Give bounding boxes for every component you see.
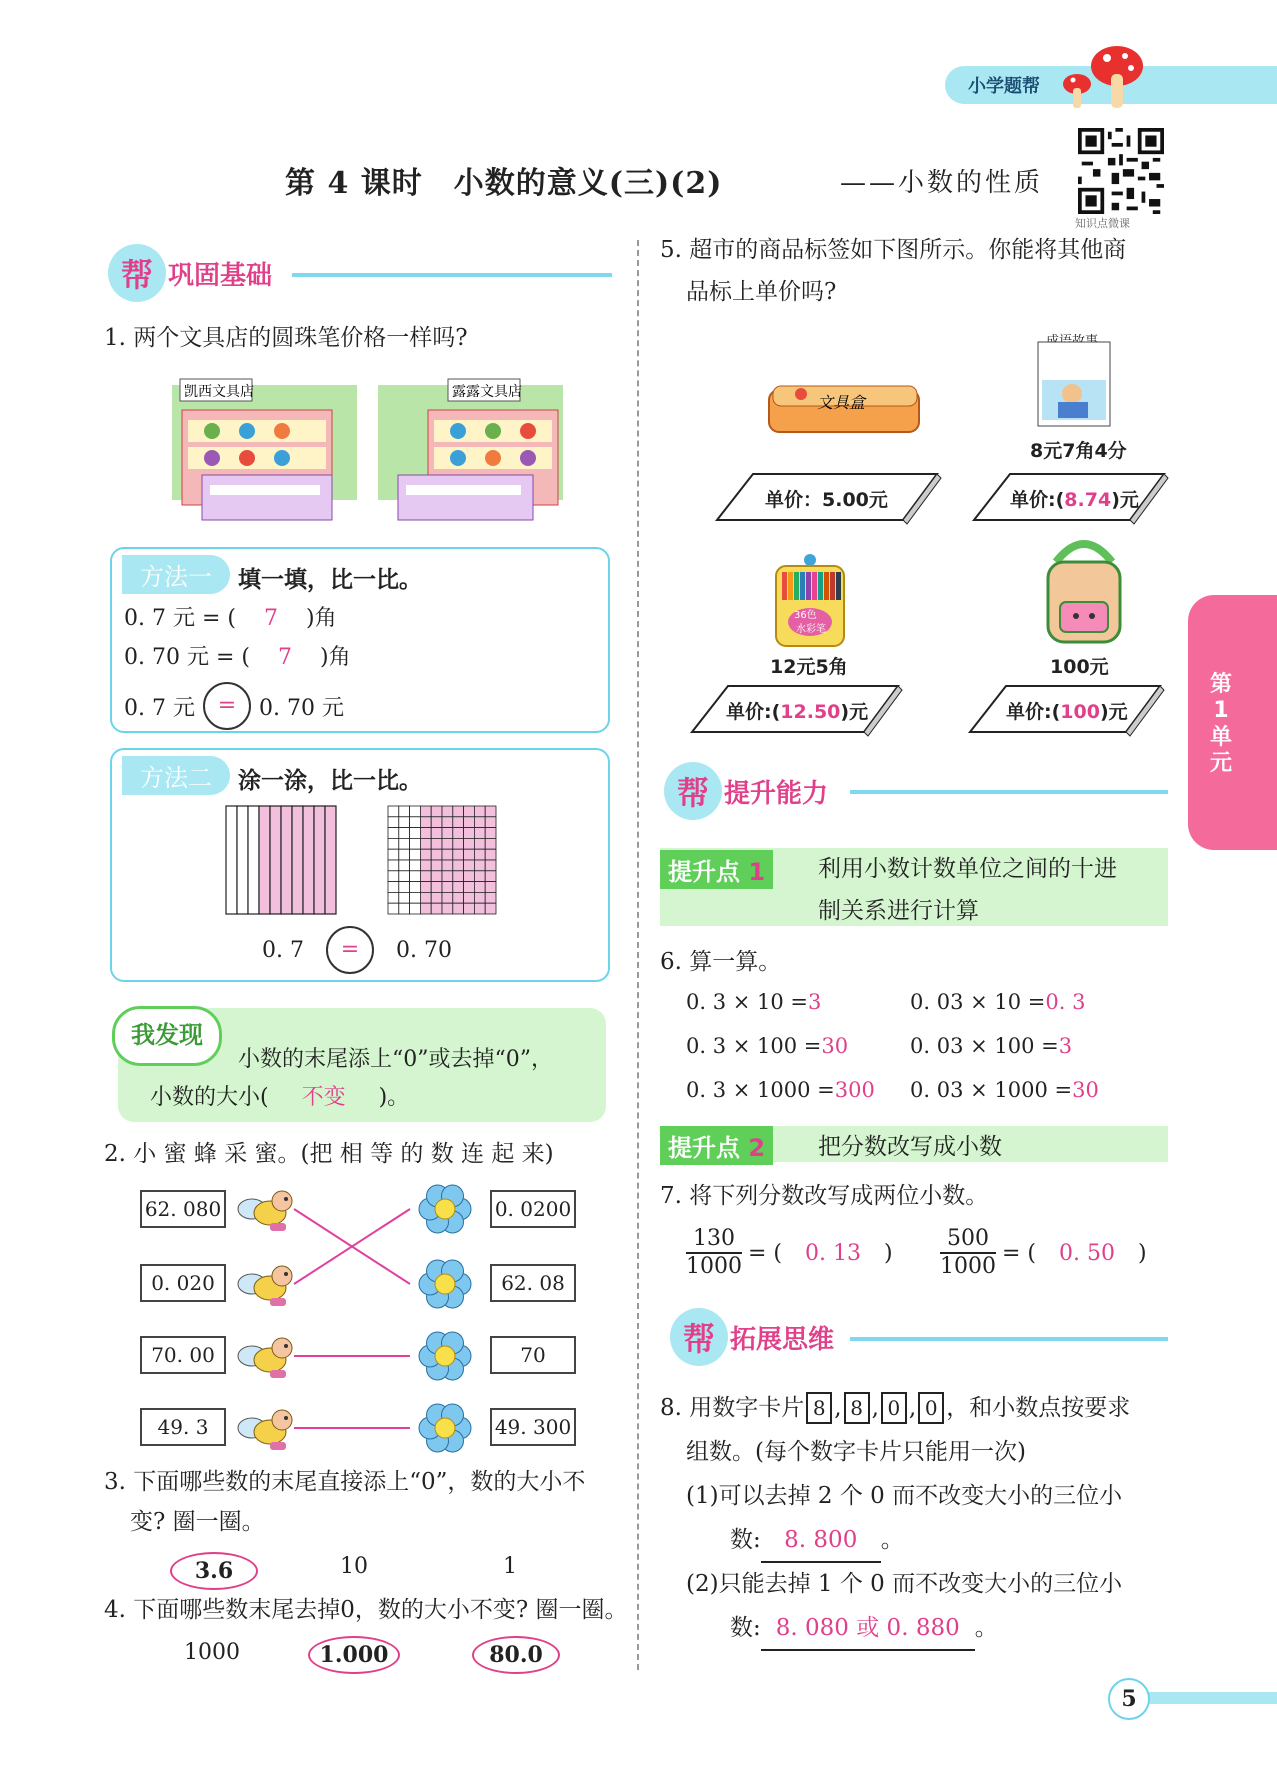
hundredths-cell	[410, 882, 421, 893]
hundredths-cell	[431, 849, 442, 860]
tenths-cell	[281, 806, 292, 914]
tenths-cell	[248, 806, 259, 914]
book-illustration	[1036, 340, 1116, 430]
hundredths-cell	[420, 849, 431, 860]
crayon-stripe	[788, 572, 793, 600]
section-label: 巩固基础	[168, 260, 273, 291]
hundredths-cell	[485, 849, 496, 860]
hundredths-cell	[474, 817, 485, 828]
hundredths-cell	[410, 838, 421, 849]
q3-item-circled[interactable]: 3.6	[170, 1552, 258, 1590]
hundredths-cell	[420, 860, 431, 871]
section-extend	[670, 1308, 834, 1366]
method2-tag: 方法二	[122, 756, 230, 795]
method1-tag: 方法一	[122, 555, 230, 594]
method1-compare: 0. 7 元 = 0. 70 元	[124, 682, 344, 730]
section-rule	[850, 1337, 1168, 1341]
q8-p2-answer-line: 数: 8. 080 或 0. 880 。	[730, 1608, 998, 1651]
hundredths-cell	[388, 806, 399, 817]
flower-icon	[419, 1185, 471, 1233]
hundredths-cell	[485, 828, 496, 839]
hundredths-cell	[453, 838, 464, 849]
hundredths-cell	[442, 871, 453, 882]
hundredths-cell	[399, 849, 410, 860]
crayon-stripe	[824, 572, 829, 600]
compare-sign[interactable]: =	[326, 926, 374, 974]
hundredths-cell	[420, 838, 431, 849]
crayon-box-illustration	[770, 552, 850, 652]
qr-code-icon[interactable]	[1075, 128, 1167, 214]
hundredths-cell	[410, 849, 421, 860]
q8-answer[interactable]: 8. 800	[761, 1520, 881, 1563]
q7-item2: $\frac{500}{1000}$ = ( 0. 50 )	[940, 1226, 1147, 1280]
pencil-box-illustration	[765, 380, 925, 442]
discover-line1: 小数的末尾添上“0”或去掉“0”，	[238, 1047, 553, 1072]
hundredths-cell	[453, 860, 464, 871]
unit-side-tab-label: 第 1 单 元	[1209, 672, 1232, 777]
hundredths-cell	[464, 882, 475, 893]
q6-item: 0. 3 × 10 =3	[686, 990, 822, 1014]
tenths-cell	[259, 806, 270, 914]
hundredths-cell	[464, 871, 475, 882]
hundredths-cell	[431, 817, 442, 828]
hundredths-cell	[485, 806, 496, 817]
q6-text: 6. 算一算。	[660, 949, 782, 975]
hundredths-cell	[399, 892, 410, 903]
crayon-text2: 水彩笔	[796, 624, 826, 635]
hundredths-cell	[388, 817, 399, 828]
hundredths-cell	[485, 892, 496, 903]
hundredths-cell	[464, 828, 475, 839]
hundredths-cell	[431, 838, 442, 849]
section-rule	[850, 790, 1168, 794]
discover-tag: 我发现	[112, 1006, 222, 1066]
hundredths-cell	[410, 806, 421, 817]
q6-answer[interactable]: 3	[808, 990, 822, 1014]
bee-number[interactable]: 70. 00	[140, 1336, 226, 1374]
point2-text: 把分数改写成小数	[818, 1134, 1002, 1160]
hundredths-cell	[388, 903, 399, 914]
flower-icon	[419, 1404, 471, 1452]
q7-text: 7. 将下列分数改写成两位小数。	[660, 1183, 989, 1209]
hundredths-cell	[442, 817, 453, 828]
flower-number[interactable]: 70	[490, 1336, 576, 1374]
bee-icons	[232, 1178, 302, 1470]
store-right-illustration	[378, 375, 566, 525]
q3-text1: 3. 下面哪些数的末尾直接添上“0”，数的大小不	[104, 1469, 586, 1495]
store-left-sign: 凯西文具店	[184, 384, 254, 400]
crayon-price: 12元5角	[770, 656, 848, 678]
bang-badge: 帮	[664, 762, 722, 820]
method1-line2: 0. 70 元 = ( 7 )角	[124, 645, 351, 670]
q7-answer[interactable]: 0. 50	[1059, 1240, 1115, 1266]
q8-p2-text: (2)只能去掉 1 个 0 而不改变大小的三位小	[686, 1571, 1123, 1597]
mushroom-icon	[1055, 44, 1150, 114]
hundredths-cell	[399, 871, 410, 882]
bee-icon	[238, 1338, 292, 1378]
bee-icon	[238, 1410, 292, 1450]
bee-icon	[238, 1191, 292, 1231]
lesson-subtitle: ——小数的性质	[840, 168, 1044, 198]
section-basic	[108, 244, 272, 302]
method1-answer2[interactable]: 7	[277, 645, 292, 670]
q4-text: 4. 下面哪些数末尾去掉0，数的大小不变? 圈一圈。	[104, 1597, 628, 1623]
q1-text: 1. 两个文具店的圆珠笔价格一样吗?	[104, 325, 468, 351]
price-answer[interactable]: 100	[1060, 701, 1100, 723]
q6-answer[interactable]: 3	[1058, 1034, 1073, 1058]
hundredths-cell	[420, 892, 431, 903]
q6-item: 0. 3 × 100 =30	[686, 1034, 849, 1058]
q4-item[interactable]: 1000	[184, 1640, 240, 1665]
hundredths-cell	[442, 860, 453, 871]
hundredths-cell	[442, 903, 453, 914]
discover-line2: 小数的大小( 不变 )。	[150, 1080, 409, 1111]
crayon-stripe	[782, 572, 787, 600]
hundredths-cell	[399, 860, 410, 871]
section-improve	[664, 762, 828, 820]
q8-p1-answer-line: 数: 8. 800 。	[730, 1520, 904, 1563]
method1-answer1[interactable]: 7	[263, 606, 278, 631]
method2-instruction: 涂一涂，比一比。	[238, 768, 422, 794]
hundredths-cell	[453, 806, 464, 817]
page-number: 5	[1108, 1678, 1150, 1720]
discover-answer[interactable]: 不变	[301, 1085, 346, 1110]
q3-item[interactable]: 1	[503, 1554, 517, 1579]
tenths-cell	[314, 806, 325, 914]
hundredths-cell	[485, 860, 496, 871]
tenths-cell	[226, 806, 237, 914]
q8-line1: 8. 用数字卡片 8 , 8 , 0 , 0 ，和小数点按要求	[660, 1388, 1130, 1429]
hundredths-cell	[453, 817, 464, 828]
hundredths-cell	[442, 892, 453, 903]
digit-card: 0	[918, 1392, 944, 1424]
hundredths-cell	[485, 838, 496, 849]
price-answer[interactable]: 12.50	[780, 701, 841, 723]
q6-item: 0. 03 × 10 =0. 3	[910, 990, 1086, 1014]
q6-answer[interactable]: 0. 3	[1045, 990, 1086, 1014]
q6-item: 0. 3 × 1000 =300	[686, 1078, 875, 1102]
hundredths-cell	[431, 903, 442, 914]
hundredths-cell	[442, 828, 453, 839]
q3-text2: 变? 圈一圈。	[130, 1509, 265, 1535]
hundredths-cell	[388, 828, 399, 839]
hundredths-cell	[410, 860, 421, 871]
tenths-cell	[237, 806, 248, 914]
hundredths-cell	[410, 817, 421, 828]
q6-item: 0. 03 × 1000 =30	[910, 1078, 1099, 1102]
hundredths-cell	[399, 806, 410, 817]
crayon-stripe	[836, 572, 841, 600]
q7-item1: $\frac{130}{1000}$ = ( 0. 13 )	[686, 1226, 893, 1280]
hundredths-cell	[442, 882, 453, 893]
hundredths-cell	[464, 838, 475, 849]
hundredths-cell	[453, 828, 464, 839]
hundredths-cell	[464, 849, 475, 860]
q4-item-circled[interactable]: 1.000	[308, 1636, 400, 1674]
backpack-price: 100元	[1050, 656, 1109, 678]
hundredths-cell	[453, 882, 464, 893]
hundredths-cell	[453, 892, 464, 903]
q6-answer[interactable]: 300	[834, 1078, 875, 1102]
hundredths-cell	[420, 882, 431, 893]
crayon-stripe	[812, 572, 817, 600]
tenths-cell	[292, 806, 303, 914]
hundredths-cell	[431, 882, 442, 893]
hundredths-cell	[442, 849, 453, 860]
hundredths-cell	[474, 871, 485, 882]
hundredths-cell	[474, 806, 485, 817]
column-divider	[637, 240, 639, 1670]
q6-item: 0. 03 × 100 =3	[910, 1034, 1073, 1058]
hundredths-cell	[388, 849, 399, 860]
pencil-box-text: 文具盒	[817, 393, 866, 412]
hundredths-cell	[410, 892, 421, 903]
q2-text: 2. 小 蜜 蜂 采 蜜。(把 相 等 的 数 连 起 来)	[104, 1141, 554, 1167]
method2-compare: 0. 7 = 0. 70	[262, 926, 452, 974]
hundredths-cell	[485, 817, 496, 828]
hundredths-cell	[474, 860, 485, 871]
hundredths-cell	[431, 828, 442, 839]
crayon-stripe	[806, 572, 811, 600]
q8-p1-text: (1)可以去掉 2 个 0 而不改变大小的三位小	[686, 1483, 1123, 1509]
section-rule	[292, 273, 612, 277]
hundredths-cell	[453, 871, 464, 882]
hundredths-cell	[399, 828, 410, 839]
hundredths-cell	[474, 892, 485, 903]
hundredths-cell	[388, 882, 399, 893]
bee-number[interactable]: 62. 080	[140, 1190, 226, 1228]
bee-number[interactable]: 49. 3	[140, 1408, 226, 1446]
brand-name: 小学题帮	[968, 76, 1040, 97]
q4-item-circled[interactable]: 80.0	[472, 1636, 560, 1674]
hundredths-cell	[399, 817, 410, 828]
hundredths-cell	[485, 871, 496, 882]
hundredths-cell	[420, 817, 431, 828]
crayon-text1: 36色	[794, 610, 817, 621]
point2-tag: 提升点 2	[660, 1126, 773, 1165]
point1-tag: 提升点 1	[660, 850, 773, 889]
hundredths-cell	[388, 871, 399, 882]
hundredths-grid[interactable]	[386, 804, 498, 916]
hundredths-cell	[420, 903, 431, 914]
crayon-stripe	[818, 572, 823, 600]
method1-box	[110, 547, 610, 733]
hundredths-cell	[399, 838, 410, 849]
flower-icon	[419, 1260, 471, 1308]
price-label: 单价:(100)元	[1006, 701, 1128, 723]
bee-icon	[238, 1266, 292, 1306]
hundredths-cell	[410, 871, 421, 882]
hundredths-cell	[399, 882, 410, 893]
hundredths-cell	[410, 828, 421, 839]
q6-answer[interactable]: 30	[1072, 1078, 1099, 1102]
hundredths-cell	[474, 828, 485, 839]
hundredths-cell	[420, 871, 431, 882]
hundredths-cell	[485, 882, 496, 893]
flower-icon	[419, 1332, 471, 1380]
bang-badge: 帮	[670, 1308, 728, 1366]
tenths-cell	[270, 806, 281, 914]
hundredths-cell	[464, 892, 475, 903]
compare-sign[interactable]: =	[203, 682, 251, 730]
tenths-cell	[325, 806, 336, 914]
hundredths-cell	[388, 892, 399, 903]
price-label: 单价：5.00元	[765, 489, 888, 511]
hundredths-cell	[474, 849, 485, 860]
hundredths-cell	[464, 860, 475, 871]
hundredths-cell	[431, 892, 442, 903]
hundredths-cell	[474, 882, 485, 893]
method2-box	[110, 748, 610, 982]
q5-text1: 5. 超市的商品标签如下图所示。你能将其他商	[660, 237, 1127, 263]
hundredths-cell	[485, 903, 496, 914]
tenths-grid[interactable]	[224, 804, 338, 916]
price-answer[interactable]: 8.74	[1064, 489, 1112, 511]
q7-answer[interactable]: 0. 13	[805, 1240, 861, 1266]
section-label: 拓展思维	[730, 1324, 835, 1355]
q8-line2: 组数。(每个数字卡片只能用一次)	[686, 1439, 1026, 1465]
book-price: 8元7角4分	[1030, 440, 1127, 462]
hundredths-cell	[431, 871, 442, 882]
hundredths-cell	[420, 828, 431, 839]
tenths-cell	[303, 806, 314, 914]
hundredths-cell	[453, 849, 464, 860]
crayon-stripe	[800, 572, 805, 600]
flower-number[interactable]: 0. 0200	[490, 1190, 576, 1228]
hundredths-cell	[399, 903, 410, 914]
method1-instruction: 填一填，比一比。	[238, 567, 422, 593]
point1-text1: 利用小数计数单位之间的十进	[818, 856, 1117, 882]
hundredths-cell	[474, 838, 485, 849]
hundredths-cell	[388, 860, 399, 871]
flower-number[interactable]: 62. 08	[490, 1264, 576, 1302]
hundredths-cell	[410, 903, 421, 914]
price-label: 单价:(8.74)元	[1010, 489, 1139, 511]
bee-number[interactable]: 0. 020	[140, 1264, 226, 1302]
digit-card: 0	[881, 1392, 907, 1424]
price-label: 单价:(12.50)元	[726, 701, 869, 723]
qr-caption: 知识点微课	[1075, 217, 1130, 230]
digit-card: 8	[806, 1392, 832, 1424]
point1-text2: 制关系进行计算	[818, 898, 979, 924]
hundredths-cell	[453, 903, 464, 914]
q6-answer[interactable]: 30	[821, 1034, 849, 1058]
hundredths-cell	[464, 806, 475, 817]
method1-line1: 0. 7 元 = ( 7 )角	[124, 606, 337, 631]
hundredths-cell	[420, 806, 431, 817]
flower-number[interactable]: 49. 300	[490, 1408, 576, 1446]
hundredths-cell	[464, 817, 475, 828]
q3-item[interactable]: 10	[340, 1554, 368, 1579]
q8-answer[interactable]: 8. 080 或 0. 880	[761, 1608, 975, 1651]
section-label: 提升能力	[724, 778, 829, 809]
crayon-stripe	[830, 572, 835, 600]
hundredths-cell	[442, 838, 453, 849]
hundredths-cell	[464, 903, 475, 914]
store-left-illustration	[172, 375, 360, 525]
hundredths-cell	[442, 806, 453, 817]
hundredths-cell	[388, 838, 399, 849]
backpack-illustration	[1036, 532, 1132, 647]
q5-text2: 品标上单价吗?	[686, 279, 837, 305]
crayon-stripe	[794, 572, 799, 600]
bang-badge: 帮	[108, 244, 166, 302]
lesson-title: 第 4 课时 小数的意义(三)(2)	[285, 166, 723, 201]
hundredths-cell	[431, 806, 442, 817]
digit-card: 8	[844, 1392, 870, 1424]
hundredths-cell	[431, 860, 442, 871]
store-right-sign: 露露文具店	[452, 384, 522, 400]
flower-icons	[410, 1178, 480, 1470]
hundredths-cell	[474, 903, 485, 914]
